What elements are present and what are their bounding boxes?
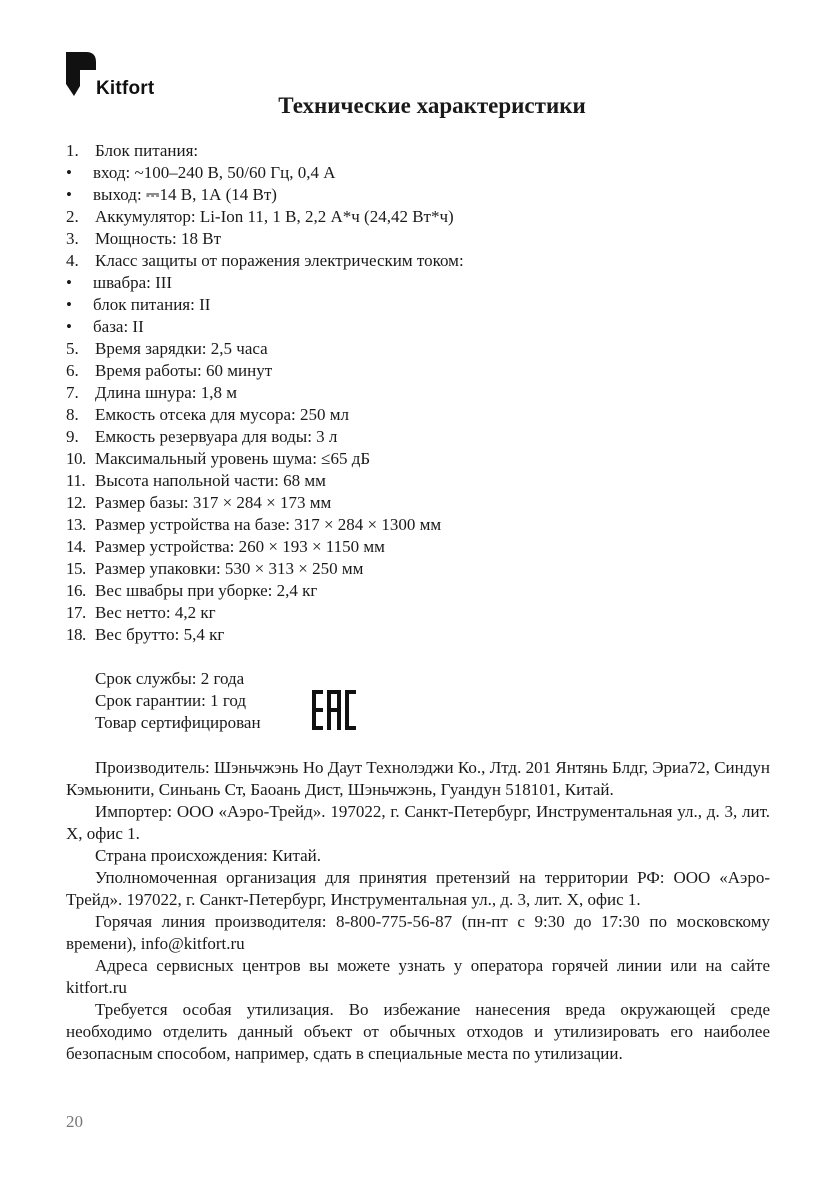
spec-text: Вес нетто: 4,2 кг bbox=[95, 603, 216, 622]
spec-number: 7. bbox=[66, 383, 79, 402]
spec-item bbox=[66, 448, 464, 470]
spec-item bbox=[66, 338, 464, 360]
spec-text: Мощность: 18 Вт bbox=[95, 229, 222, 248]
spec-item bbox=[66, 426, 464, 448]
spec-subitem-text: выход: ⎓14 В, 1А (14 Вт) bbox=[93, 185, 277, 204]
eac-certification-icon bbox=[312, 690, 356, 730]
page-title: Технические характеристики bbox=[278, 93, 586, 118]
spec-item bbox=[66, 250, 464, 272]
spec-item bbox=[66, 404, 464, 426]
spec-number: 17. bbox=[66, 603, 86, 622]
warranty-terms bbox=[95, 668, 261, 734]
spec-subitem-text: база: II bbox=[93, 317, 144, 336]
spec-number: 14. bbox=[66, 537, 86, 556]
spec-item bbox=[66, 382, 464, 404]
spec-number: 10. bbox=[66, 449, 86, 468]
certification-note: Товар сертифицирован bbox=[95, 713, 261, 732]
spec-number: 5. bbox=[66, 339, 79, 358]
bullet: • bbox=[66, 273, 72, 292]
spec-number: 4. bbox=[66, 251, 79, 270]
bullet: • bbox=[66, 317, 72, 336]
spec-item bbox=[66, 360, 464, 382]
spec-number: 3. bbox=[66, 229, 79, 248]
spec-item bbox=[66, 536, 464, 558]
spec-item bbox=[66, 228, 464, 250]
origin-paragraph: Страна происхождения: Китай. bbox=[95, 846, 322, 865]
spec-subitem-text: швабра: III bbox=[93, 273, 173, 292]
spec-text: Размер упаковки: 530 × 313 × 250 мм bbox=[95, 559, 364, 578]
specs-list bbox=[66, 140, 464, 646]
spec-text: Вес брутто: 5,4 кг bbox=[95, 625, 225, 644]
spec-subitem bbox=[66, 294, 464, 316]
disposal-paragraph: Требуется особая утилизация. Во избежание нанесения вреда окружающей среде необходимо отделить данный объект от обычных отходов и утилизировать его наиболее безопасным способом, например, сдать в специальные места по утилизации. bbox=[66, 1000, 770, 1063]
spec-text: Емкость отсека для мусора: 250 мл bbox=[95, 405, 349, 424]
spec-text: Размер устройства: 260 × 193 × 1150 мм bbox=[95, 537, 385, 556]
spec-number: 9. bbox=[66, 427, 79, 446]
spec-text: Максимальный уровень шума: ≤65 дБ bbox=[95, 449, 371, 468]
spec-subitem bbox=[66, 316, 464, 338]
bullet: • bbox=[66, 163, 72, 182]
bullet: • bbox=[66, 295, 72, 314]
spec-number: 12. bbox=[66, 493, 86, 512]
spec-item bbox=[66, 206, 464, 228]
spec-number: 6. bbox=[66, 361, 79, 380]
spec-text: Блок питания: bbox=[95, 141, 199, 160]
spec-text: Класс защиты от поражения электрическим током: bbox=[95, 251, 464, 270]
spec-subitem-text: вход: ~100–240 В, 50/60 Гц, 0,4 А bbox=[93, 163, 336, 182]
spec-text: Вес швабры при уборке: 2,4 кг bbox=[95, 581, 318, 600]
spec-item bbox=[66, 580, 464, 602]
spec-number: 11. bbox=[66, 471, 86, 490]
claims-paragraph: Уполномоченная организация для принятия претензий на территории РФ: ООО «Аэро-Трейд». 197022, г. Санкт-Петербург, Инструментальная ул., д. 3, лит. Х, офис 1. bbox=[66, 868, 770, 909]
brand-name: Kitfort bbox=[96, 78, 155, 99]
service-centers-paragraph: Адреса сервисных центров вы можете узнать у оператора горячей линии или на сайте kitfort.ru bbox=[66, 956, 770, 997]
spec-item bbox=[66, 140, 464, 162]
spec-item bbox=[66, 514, 464, 536]
spec-number: 2. bbox=[66, 207, 79, 226]
spec-subitem-text: блок питания: II bbox=[93, 295, 211, 314]
spec-text: Размер устройства на базе: 317 × 284 × 1300 мм bbox=[95, 515, 442, 534]
spec-number: 16. bbox=[66, 581, 86, 600]
bullet: • bbox=[66, 185, 72, 204]
spec-item bbox=[66, 558, 464, 580]
spec-item bbox=[66, 492, 464, 514]
spec-subitem bbox=[66, 162, 464, 184]
spec-number: 13. bbox=[66, 515, 86, 534]
hotline-paragraph: Горячая линия производителя: 8-800-775-56-87 (пн-пт с 9:30 до 17:30 по московскому времени), info@kitfort.ru bbox=[66, 912, 770, 953]
spec-number: 1. bbox=[66, 141, 79, 160]
manufacturer-info bbox=[66, 757, 770, 1065]
spec-text: Емкость резервуара для воды: 3 л bbox=[95, 427, 338, 446]
spec-text: Время зарядки: 2,5 часа bbox=[95, 339, 268, 358]
spec-item bbox=[66, 470, 464, 492]
spec-item bbox=[66, 602, 464, 624]
page-number: 20 bbox=[66, 1112, 83, 1131]
spec-subitem bbox=[66, 272, 464, 294]
importer-paragraph: Импортер: ООО «Аэро-Трейд». 197022, г. Санкт-Петербург, Инструментальная ул., д. 3, лит. Х, офис 1. bbox=[66, 802, 770, 843]
service-life: Срок службы: 2 года bbox=[95, 669, 245, 688]
spec-text: Длина шнура: 1,8 м bbox=[95, 383, 238, 402]
spec-item bbox=[66, 624, 464, 646]
spec-text: Время работы: 60 минут bbox=[95, 361, 273, 380]
spec-text: Размер базы: 317 × 284 × 173 мм bbox=[95, 493, 332, 512]
spec-number: 15. bbox=[66, 559, 86, 578]
spec-number: 18. bbox=[66, 625, 86, 644]
manufacturer-paragraph: Производитель: Шэньчжэнь Но Даут Технолэджи Ко., Лтд. 201 Янтянь Блдг, Эриа72, Синдун Кэмьюнити, Синьань Ст, Баоань Дист, Шэньчжэнь, Гуандун 518101, Китай. bbox=[66, 758, 770, 799]
spec-number: 8. bbox=[66, 405, 79, 424]
spec-text: Высота напольной части: 68 мм bbox=[95, 471, 326, 490]
spec-text: Аккумулятор: Li-Ion 11, 1 В, 2,2 А*ч (24,42 Вт*ч) bbox=[95, 207, 454, 226]
warranty-period: Срок гарантии: 1 год bbox=[95, 691, 247, 710]
spec-subitem bbox=[66, 184, 464, 206]
